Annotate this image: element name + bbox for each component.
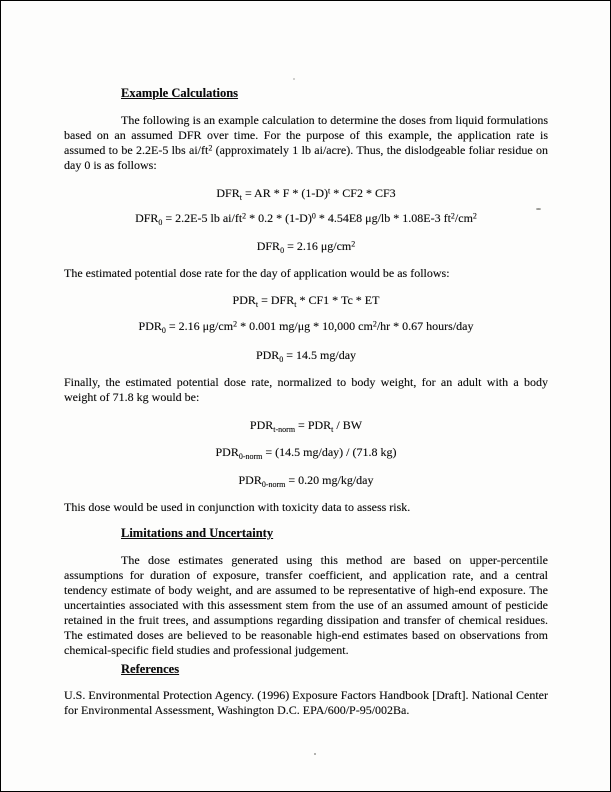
equation-pdr-t-norm: $PDR_{t-norm} = PDR_t$ / BW [249, 418, 363, 434]
section-heading-references: References [121, 662, 180, 676]
equation-pdr-0-expanded: $PDR_0 = 2.16$ $\mu g/cm^2 * 0.001$ mg/μg * 10,000 $cm^2/hr * 0.67$ hours/day [138, 319, 474, 335]
equation-dfr-t: $DFR_t$ = AR * F * $(1-D)^t * CF2 * CF3$ [216, 186, 396, 202]
section-heading-limitations: Limitations and Uncertainty [121, 526, 274, 540]
paragraph-limitations-body: The dose estimates generated using this method are based on upper-percentile assumptions for duration of exposure, transfer coefficient, and application rate, and a central tendency estimate of body weight, and are assumed to be representative of high-end exposure. The uncertainties associated with this assessment stem from the use of an assumed amount of pesticide retained in the fruit trees, and assumptions regarding dissipation and transfer of chemical residues. The estimated doses are believed to be reasonable high-end estimates based on observations from chemical-specific field studies and professional judgement. [64, 553, 548, 657]
paragraph-example-intro: The following is an example calculation to determine the doses from liquid formulations based on an assumed DFR over time. For the purpose of this example, the application rate is assumed to be 2.2E-5 lbs $ai/ft^2$ (approximately 1 lb ai/acre). Thus, the dislodgeable foliar residue on day 0 is as follows: [64, 113, 548, 172]
equation-pdr-0-norm-expanded: $PDR_{0-norm} = (14.5$ mg/day) / (71.8 kg) [215, 445, 397, 461]
equation-pdr-t: $PDR_t = DFR_t * CF1 * Tc$ * ET [232, 293, 380, 309]
paragraph-closing: This dose would be used in conjunction with toxicity data to assess risk. [64, 500, 411, 514]
paragraph-reference-citation: U.S. Environmental Protection Agency. (1996) Exposure Factors Handbook [Draft]. National Center for Environmental Assessment, Washington D.C. EPA/600/P-95/002Ba. [64, 688, 548, 717]
equation-dfr-0-result: $DFR_0 = 2.16$ $\mu g/cm^2$ [256, 239, 356, 255]
scan-speck [536, 208, 541, 210]
paragraph-pdr-intro: The estimated potential dose rate for the day of application would be as follows: [64, 266, 450, 280]
equation-pdr-0-result: $PDR_0 = 14.5$ mg/day [255, 348, 357, 364]
equation-dfr-0-expanded: $DFR_0 = 2.2E-5$ lb $ai/ft^2 * 0.2 * (1-D)^0 * 4.54E8$ μg/lb * 1.08E-3 $ft^2/cm^2$ [135, 211, 477, 227]
paragraph-norm-intro: Finally, the estimated potential dose rate, normalized to body weight, for an adult with a body weight of 71.8 kg would be: [64, 375, 548, 404]
page-content [1, 1, 610, 718]
scan-speck [293, 78, 295, 80]
equation-pdr-0-norm-result: $PDR_{0-norm} = 0.20$ mg/kg/day [238, 473, 374, 489]
section-heading-example-calculations: Example Calculations [121, 86, 239, 100]
scan-speck [314, 753, 316, 755]
